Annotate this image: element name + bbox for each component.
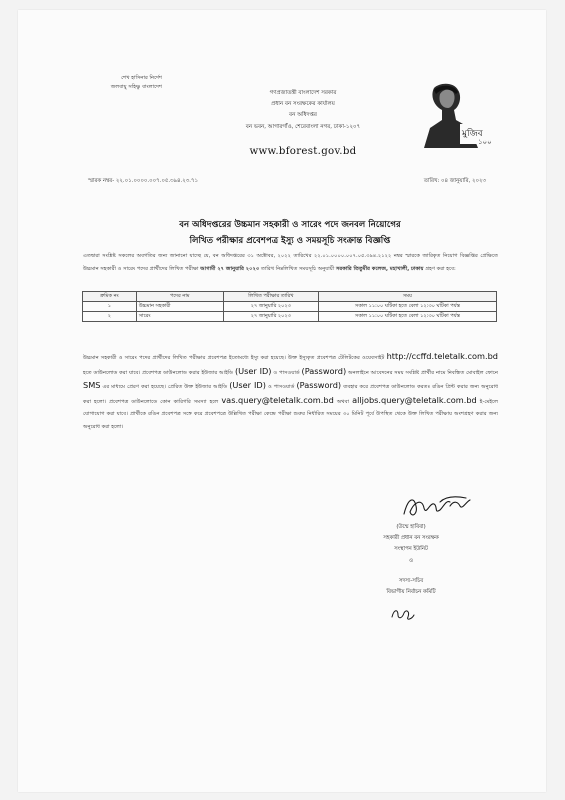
committee-role: সদস্য-সচিব xyxy=(398,578,424,584)
signatory-designation: সহকারী প্রধান বন সংরক্ষক xyxy=(383,535,439,542)
letterhead-govt: গণপ্রজাতন্ত্রী বাংলাদেশ সরকার xyxy=(269,90,337,96)
signatory-unit: সংস্থাপন ইউনিট xyxy=(394,546,428,553)
paragraph-1: এতদ্বারা সংশ্লিষ্ট সকলের অবগতির জন্য জানানো যাচ্ছে যে, বন অধিদপ্তরের ৩১ অক্টোবর, ২০২২ তারিখের ২২.০১.০০০০.০০৭.০৫.৩৯৪.২১২২ নম্বর স্মারকে জারিকৃত নিয়োগ বিজ্ঞপ্তির প্রেক্ষিতে উচ্চমান সহকারী ও সারেং পদের প্রার্থীদের লিখিত পরীক্ষা আগামী ২৭ জানুয়ারি ২০২৩ তারিখ নিম্নলিখিত সময়সূচি অনুযায়ী সরকারি তিতুমীর কলেজ, মহাখালী, ঢাকায় গ্রহণ করা হবে: xyxy=(83,253,498,272)
website-link[interactable]: www.bforest.gov.bd xyxy=(249,146,357,157)
initials-signature xyxy=(388,605,416,623)
handwritten-signature xyxy=(400,488,474,522)
notice-title xyxy=(78,217,502,249)
exam-venue-highlight: সরকারি তিতুমীর কলেজ, মহাখালী, ঢাকায় xyxy=(335,265,424,272)
committee-block xyxy=(348,576,474,598)
document-page xyxy=(18,10,546,792)
letterhead-department: বন অধিদপ্তর xyxy=(289,112,317,119)
col-date: লিখিত পরীক্ষার তারিখ xyxy=(223,292,318,302)
motto-line-2: জলবায়ু সহিষ্ণু বাংলাদেশ xyxy=(110,84,162,90)
signatory-name: (উম্মে হাবিবা) xyxy=(396,524,426,530)
col-serial: ক্রমিক নং xyxy=(83,292,137,302)
teletalk-link[interactable]: http://ccffd.teletalk.com.bd xyxy=(386,351,498,361)
emblem-year: ১০০ xyxy=(478,138,492,146)
table-row: ১ উচ্চমান সহকারী ২৭ জানুয়ারি ২০২৩ সকাল ১১:০০ ঘটিকা হতে বেলা ১২:৩০ ঘটিকা পর্যন্ত xyxy=(83,302,497,312)
motto xyxy=(82,74,162,92)
letterhead-address: বন ভবন, আগারগাঁও, শেরেবাংলা নগর, ঢাকা-১২০৭ xyxy=(245,123,361,130)
exam-schedule-table xyxy=(82,291,497,322)
col-time: সময় xyxy=(318,292,496,302)
motto-line-1: শেখ হাসিনার নির্দেশ xyxy=(121,75,162,81)
notice-title-line-1: বন অধিদপ্তরের উচ্চমান সহকারী ও সারেং পদে জনবল নিয়োগের xyxy=(179,220,401,230)
memo-date: তারিখ: ০৪ জানুয়ারি, ২০২৩ xyxy=(423,178,486,184)
support-email-1[interactable]: vas.query@teletalk.com.bd xyxy=(221,394,334,405)
notice-title-line-2: লিখিত পরীক্ষার প্রবেশপত্র ইস্যু ও সময়সূচি সংক্রান্ত বিজ্ঞপ্তি xyxy=(189,236,391,246)
paragraph-2: উচ্চমান সহকারী ও সারেং পদের প্রার্থীদের লিখিত পরীক্ষার প্রবেশপত্র ইতোমধ্যে ইস্যু করা হয়েছে। উক্ত ইস্যুকৃত প্রবেশপত্র টেলিটকের ওয়েবসাইট http://ccffd.teletalk.com.bd হতে ডাউনলোড করা যাবে। প্রবেশপত্র ডাউনলোড করার ইউজার আইডি (User ID) ও পাসওয়ার্ড (Password) অনলাইনে আবেদনের সময় সংশ্লিষ্ট প্রার্থীর নামে নিবন্ধিত মোবাইল ফোনে SMS এর মাধ্যমে প্রেরণ করা হয়েছে। প্রেরিত উক্ত ইউজার আইডি (User ID) ও পাসওয়ার্ড (Password) ব্যবহার করে প্রবেশপত্র ডাউনলোড করতঃ রঙিন প্রিন্ট করার জন্য অনুরোধ করা হলো। প্রবেশপত্র ডাউনলোডে কোন কারিগরি সমস্যা হলে vas.query@teletalk.com.bd অথবা alljobs.query@teletalk.com.bd ই-মেইলে যোগাযোগ করা যাবে। প্রার্থীকে রঙিন প্রবেশপত্র সঙ্গে করে প্রবেশপত্রে উল্লিখিত পরীক্ষা কেন্দ্রে পরীক্ষা শুরুর নির্ধারিত সময়ের ৩০ মিনিট পূর্বে উপস্থিত থেকে উক্ত লিখিত পরীক্ষায় অংশগ্রহণ করার জন্য অনুরোধ করা হলো। xyxy=(83,351,499,430)
memo-number: স্মারক নম্বর- ২২.০১.০০০০.০০৭.০৫.৩৯৪.২৩.৭১ xyxy=(88,178,198,184)
committee-name: বিভাগীয় নির্বাচন কমিটি xyxy=(386,589,436,596)
emblem-text: মুজিব xyxy=(462,129,483,139)
mujib-100-emblem xyxy=(420,80,492,148)
exam-date-highlight: আগামী ২৭ জানুয়ারি ২০২৩ xyxy=(200,265,260,272)
table-header-row xyxy=(83,292,497,302)
letterhead xyxy=(178,88,428,133)
support-email-2[interactable]: alljobs.query@teletalk.com.bd xyxy=(352,394,477,405)
col-post: পদের নাম xyxy=(136,292,223,302)
signatory-block: (উম্মে হাবিবা) সহকারী প্রধান বন সংরক্ষক সংস্থাপন ইউনিট ও xyxy=(348,522,474,567)
table-row: ২ সারেং ২৭ জানুয়ারি ২০২৩ সকাল ১১:০০ ঘটিকা হতে বেলা ১২:৩০ ঘটিকা পর্যন্ত xyxy=(83,312,497,322)
letterhead-office: প্রধান বন সংরক্ষকের কার্যালয় xyxy=(271,101,335,108)
